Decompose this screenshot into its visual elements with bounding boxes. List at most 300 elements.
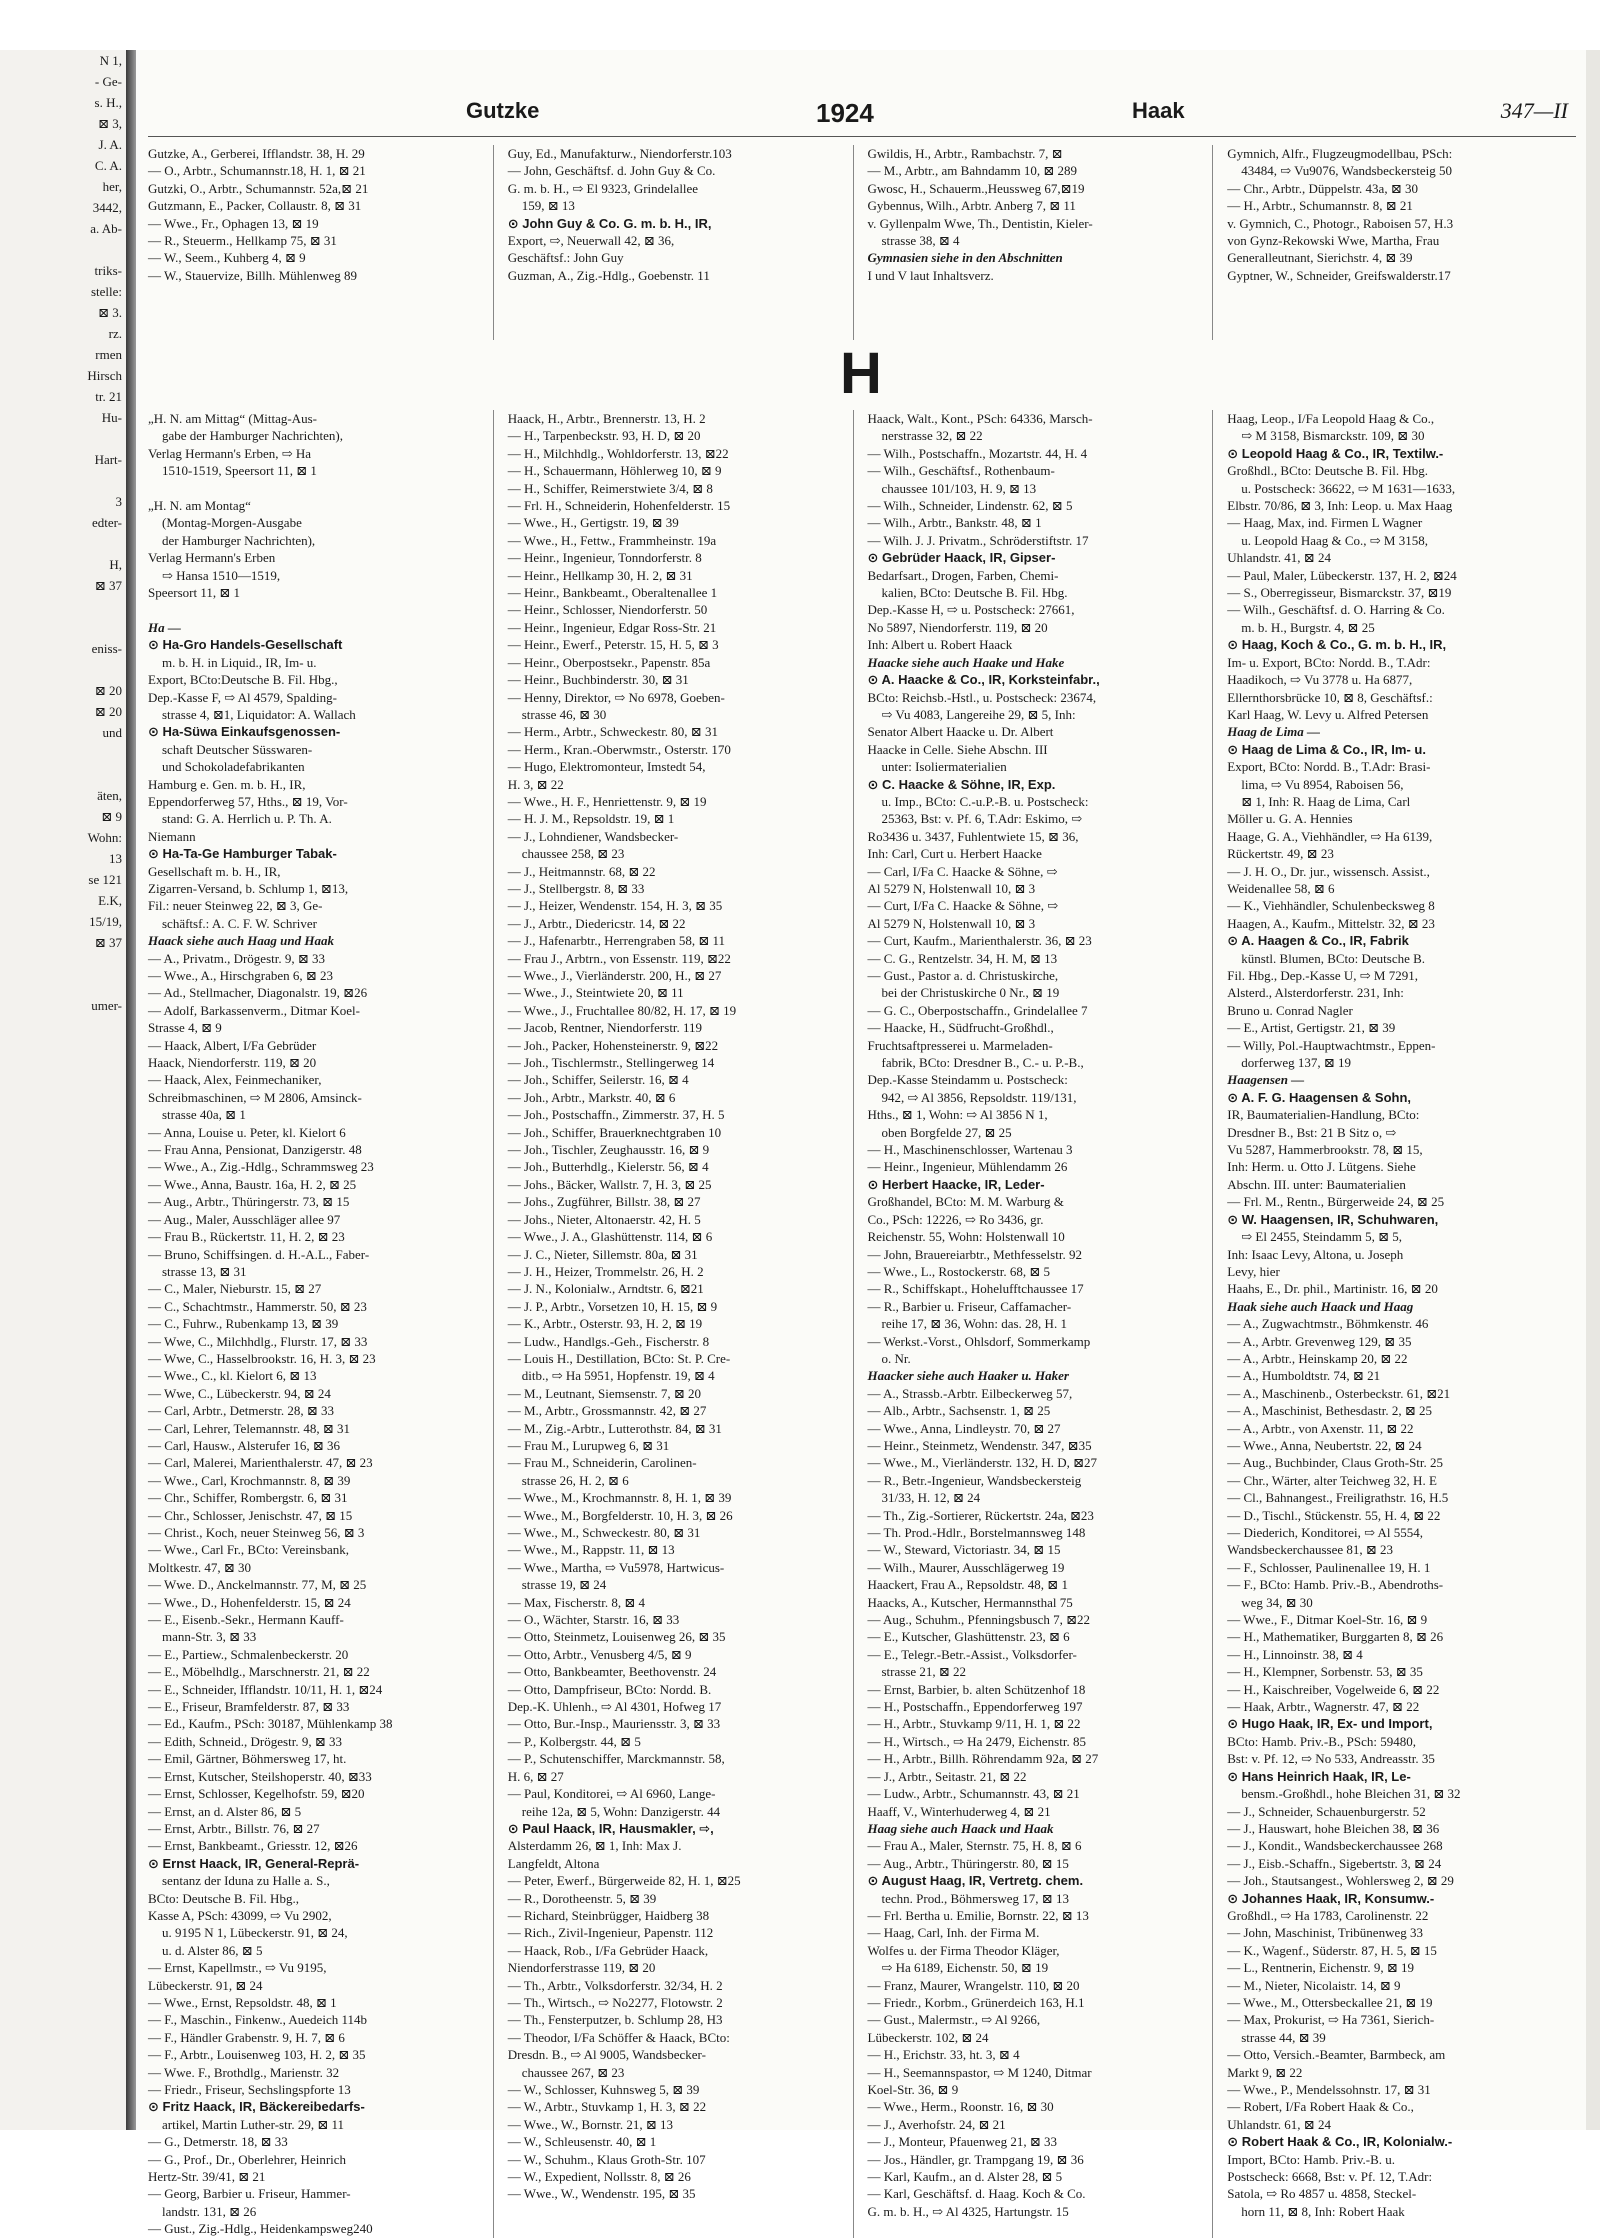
previous-page-fragment: edter-	[91, 515, 122, 530]
previous-page-fragment	[0, 659, 126, 680]
entry-line: — Robert, I/Fa Robert Haak & Co.,	[1227, 2099, 1414, 2115]
entry-line: — Georg, Barbier u. Friseur, Hammer-	[148, 2186, 351, 2202]
entry-line: — Ad., Stellmacher, Diagonalstr. 19, ⊠26	[148, 985, 368, 1001]
entry-line: — H., Postschaffn., Eppendorferweg 197	[867, 1699, 1083, 1715]
entry-line: — R., Steuerm., Hellkamp 75, ⊠ 31	[148, 233, 337, 249]
previous-page-fragment	[0, 596, 126, 617]
entry-line: — Wwe., Fr., Ophagen 13, ⊠ 19	[148, 215, 319, 231]
entry-line: — E., Möbelhdlg., Marschnerstr. 21, ⊠ 22	[148, 1664, 370, 1680]
entry-line: — Aug., Arbtr., Thüringerstr. 73, ⊠ 15	[148, 1194, 350, 1210]
entry-line: Inh: Isaac Levy, Altona, u. Joseph	[1227, 1246, 1404, 1262]
entry-line: — F., Händler Grabenstr. 9, H. 7, ⊠ 6	[148, 2029, 345, 2045]
top-column-4	[1227, 145, 1573, 340]
entry-line: Karl Haag, W. Levy u. Alfred Petersen	[1227, 706, 1429, 722]
main-column-4	[1227, 410, 1573, 2238]
entry-line: Verlag Hermann's Erben, ⇨ Ha	[148, 445, 312, 461]
entry-line: — R., Schiffskapt., Hohelufftchaussee 17	[867, 1281, 1084, 1297]
entry-line: — O., Wächter, Starstr. 16, ⊠ 33	[507, 1612, 680, 1628]
entry-line: — A., Arbtr. Grevenweg 129, ⊠ 35	[1227, 1333, 1412, 1349]
entry-line: — Wwe., J. A., Glashüttenstr. 114, ⊠ 6	[507, 1229, 713, 1245]
entry-line: Import, BCto: Hamb. Priv.-B. u.	[1227, 2151, 1396, 2167]
entry-line: — Heinr., Ingenieur, Edgar Ross-Str. 21	[507, 619, 717, 635]
entry-line: und Schokoladefabrikanten	[162, 759, 305, 775]
entry-line: — John, Maschinist, Tribünenweg 33	[1227, 1925, 1423, 1941]
entry-line: ⊙ Robert Haak & Co., IR, Kolonialw.-	[1227, 2134, 1453, 2150]
entry-line: o. Nr.	[881, 1350, 911, 1366]
entry-line: Gybennus, Wilh., Arbtr. Anberg 7, ⊠ 11	[867, 198, 1076, 214]
entry-line: — Joh., Butterhdlg., Kielerstr. 56, ⊠ 4	[507, 1159, 709, 1175]
entry-line: — J., Averhofstr. 24, ⊠ 21	[867, 2116, 1006, 2132]
entry-line: — Wwe., H., Gertigstr. 19, ⊠ 39	[507, 515, 679, 531]
entry-line: — Chr., Schlosser, Jenischstr. 47, ⊠ 15	[148, 1507, 353, 1523]
entry-line: — Wwe., Ernst, Repsoldstr. 48, ⊠ 1	[148, 1994, 337, 2010]
entry-line: — Wwe., M., Krochmannstr. 8, H. 1, ⊠ 39	[507, 1490, 732, 1506]
entry-line: — Wwe., M., Rappstr. 11, ⊠ 13	[507, 1542, 675, 1558]
entry-line: — Johs., Bäcker, Wallstr. 7, H. 3, ⊠ 25	[507, 1176, 712, 1192]
entry-line: — Wwe., M., Schweckestr. 80, ⊠ 31	[507, 1525, 701, 1540]
entry-line: Gymnasien siehe in den Abschnitten	[867, 250, 1063, 266]
entry-line: — Bruno, Schiffsingen. d. H.-A.L., Faber-	[148, 1246, 370, 1262]
entry-line: chaussee 267, ⊠ 23	[521, 2064, 625, 2080]
entry-line: — G., Detmerstr. 18, ⊠ 33	[148, 2134, 288, 2150]
entry-line: — P., Schutenschiffer, Marckmannstr. 58,	[507, 1751, 725, 1767]
entry-line: — F., Arbtr., Louisenweg 103, H. 2, ⊠ 35	[148, 2047, 366, 2063]
entry-line: — Friedr., Korbm., Grünerdeich 163, H.1	[867, 1994, 1085, 2010]
entry-line: — F., Schlosser, Paulinenallee 19, H. 1	[1227, 1559, 1431, 1575]
entry-line: 31/33, H. 12, ⊠ 24	[881, 1490, 981, 1506]
entry-line: — J., Hafenarbtr., Herrengraben 58, ⊠ 11	[507, 933, 726, 949]
head-last-entry: Haak	[1132, 98, 1185, 123]
entry-line: Postscheck: 6668, Bst: v. Pf. 12, T.Adr:	[1227, 2169, 1433, 2185]
previous-page-fragment: rz.	[108, 326, 122, 341]
entry-line: — Wwe., D., Hohenfelderstr. 15, ⊠ 24	[148, 1594, 351, 1610]
entry-line: — Wwe., M., Ottersbeckallee 21, ⊠ 19	[1227, 1994, 1433, 2010]
entry-line: — Richard, Steinbrügger, Haidberg 38	[507, 1907, 710, 1923]
entry-line: unter: Isoliermaterialien	[881, 759, 1007, 775]
entry-line: — J., Arbtr., Seitastr. 21, ⊠ 22	[867, 1768, 1027, 1784]
previous-page-fragment: ⊠ 9	[101, 809, 122, 824]
entry-line: — Ernst, Schlosser, Kegelhofstr. 59, ⊠20	[148, 1786, 365, 1802]
entry-line: — W., Schlosser, Kuhnsweg 5, ⊠ 39	[507, 2082, 700, 2097]
entry-line: — Jacob, Rentner, Niendorferstr. 119	[507, 1020, 703, 1036]
entry-line: — J., Eisb.-Schaffn., Sigebertstr. 3, ⊠ 24	[1227, 1855, 1442, 1871]
entry-line: Ha —	[148, 619, 181, 635]
previous-page-fragment: rmen	[95, 347, 122, 362]
entry-line: — Otto, Steinmetz, Louisenweg 26, ⊠ 35	[507, 1629, 726, 1645]
entry-line: ⇨ Vu 4083, Langereihe 29, ⊠ 5, Inh:	[881, 706, 1076, 722]
entry-line: Inh: Albert u. Robert Haack	[867, 637, 1013, 653]
entry-line: — Wwe, C., Milchhdlg., Flurstr. 17, ⊠ 33	[148, 1333, 368, 1349]
entry-line: Hertz-Str. 39/41, ⊠ 21	[148, 2169, 266, 2185]
entry-line: strasse 44, ⊠ 39	[1241, 2029, 1326, 2045]
entry-line: — Carl, Lehrer, Telemannstr. 48, ⊠ 31	[148, 1420, 351, 1436]
entry-line: — E., Friseur, Bramfelderstr. 87, ⊠ 33	[148, 1699, 350, 1715]
entry-line: ⊙ C. Haacke & Söhne, IR, Exp.	[867, 776, 1056, 792]
main-section	[148, 410, 1573, 2237]
entry-line: — J., Monteur, Pfauenweg 21, ⊠ 33	[867, 2134, 1057, 2150]
entry-line: — J., Arbtr., Diedericstr. 14, ⊠ 22	[507, 915, 686, 931]
entry-line: 1510-1519, Speersort 11, ⊠ 1	[162, 463, 317, 479]
entry-line: — Ed., Kaufm., PSch: 30187, Mühlenkamp 38	[148, 1716, 393, 1732]
entry-line: Verlag Hermann's Erben	[148, 550, 276, 566]
entry-line: — W., Stauervize, Billh. Mühlenweg 89	[148, 267, 358, 283]
entry-line: — C., Fuhrw., Rubenkamp 13, ⊠ 39	[148, 1316, 339, 1332]
entry-line: — Ernst, Bankbeamt., Griesstr. 12, ⊠26	[148, 1838, 358, 1854]
entry-line: — Joh., Schiffer, Seilerstr. 16, ⊠ 4	[507, 1072, 689, 1088]
entry-line: m. b. H., Burgstr. 4, ⊠ 25	[1241, 619, 1375, 635]
entry-line: „H. N. am Mittag“ (Mittag-Aus-	[148, 411, 317, 426]
previous-page-fragment: Hu-	[101, 410, 122, 425]
entry-line: — Wwe., Herm., Roonstr. 16, ⊠ 30	[867, 2099, 1054, 2115]
entry-line: — E., Eisenb.-Sekr., Hermann Kauff-	[148, 1612, 344, 1628]
entry-line: — Werkst.-Vorst., Ohlsdorf, Sommerkamp	[867, 1333, 1091, 1349]
entry-line: reihe 12a, ⊠ 5, Wohn: Danzigerstr. 44	[521, 1803, 721, 1819]
entry-line: — Gust., Malermstr., ⇨ Al 9266,	[867, 2012, 1041, 2028]
entry-line: — Heinr., Ingenieur, Tonndorferstr. 8	[507, 550, 702, 566]
entry-line: Uhlandstr. 61, ⊠ 24	[1227, 2116, 1331, 2132]
previous-page-fragment	[0, 974, 126, 995]
entry-line: Haag siehe auch Haack und Haak	[867, 1820, 1054, 1836]
entry-line: Alsterdamm 26, ⊠ 1, Inh: Max J.	[507, 1838, 682, 1854]
entry-line: — Anna, Louise u. Peter, kl. Kielort 6	[148, 1124, 346, 1140]
entry-line: G. m. b. H., ⇨ El 9323, Grindelallee	[507, 180, 699, 196]
entry-line: ⊙ Hans Heinrich Haak, IR, Le-	[1227, 1768, 1411, 1784]
entry-line: strasse 40a, ⊠ 1	[162, 1107, 246, 1123]
entry-line: Großhdl., ⇨ Ha 1783, Carolinenstr. 22	[1227, 1907, 1429, 1923]
previous-page-fragment: - Ge-	[94, 74, 122, 89]
entry-line: — Ernst, Barbier, b. alten Schützenhof 18	[867, 1681, 1086, 1697]
entry-line: — Wilh., Geschäftsf. d. O. Harring & Co.	[1227, 602, 1445, 618]
entry-line: — A., Zugwachtmstr., Böhmkenstr. 46	[1227, 1316, 1429, 1332]
entry-line: — Chr., Schiffer, Rombergstr. 6, ⊠ 31	[148, 1490, 348, 1506]
entry-line: Elbstr. 70/86, ⊠ 3, Inh: Leop. u. Max Haag	[1227, 498, 1453, 514]
previous-page-fragment: 15/19,	[89, 914, 122, 929]
previous-page-fragment: her,	[102, 179, 122, 194]
previous-page-fragment: ⊠ 37	[94, 935, 122, 950]
entry-line: — W., Steward, Victoriastr. 34, ⊠ 15	[867, 1542, 1061, 1558]
entry-line: — A., Humboldtstr. 74, ⊠ 21	[1227, 1368, 1381, 1384]
entry-line: Langfeldt, Altona	[507, 1855, 600, 1871]
entry-line: — Th. Prod.-Hdlr., Borstelmannsweg 148	[867, 1525, 1086, 1540]
entry-line: Haage, G. A., Viehhändler, ⇨ Ha 6139,	[1227, 828, 1433, 844]
entry-line: — Joh., Postschaffn., Zimmerstr. 37, H. 5	[507, 1107, 725, 1123]
entry-line: Geschäftsf.: John Guy	[507, 250, 624, 266]
entry-line: — C. G., Rentzelstr. 34, H. M, ⊠ 13	[867, 950, 1058, 966]
entry-line: — Joh., Schiffer, Brauerknechtgraben 10	[507, 1124, 722, 1140]
previous-page-fragment: 3442,	[92, 200, 122, 215]
entry-line: strasse 19, ⊠ 24	[521, 1577, 607, 1593]
entry-line: — H., Schauermann, Höhlerweg 10, ⊠ 9	[507, 463, 722, 479]
entry-line: — Curt, I/Fa C. Haacke & Söhne, ⇨	[867, 898, 1059, 914]
entry-line: — W., Expedient, Nollsstr. 8, ⊠ 26	[507, 2169, 691, 2185]
entry-line: — G., Prof., Dr., Oberlehrer, Heinrich	[148, 2151, 347, 2167]
entry-line: — Wwe., M., Borgfelderstr. 10, H. 3, ⊠ 26	[507, 1507, 733, 1523]
entry-line: — L., Rentnerin, Eichenstr. 9, ⊠ 19	[1227, 1960, 1414, 1976]
entry-line: — Peter, Ewerf., Bürgerweide 82, H. 1, ⊠25	[507, 1873, 741, 1889]
entry-line: Niemann	[148, 828, 196, 844]
entry-line: — Frau B., Rückertstr. 11, H. 2, ⊠ 23	[148, 1229, 345, 1245]
entry-line: Gutzmann, E., Packer, Collaustr. 8, ⊠ 31	[148, 198, 362, 214]
entry-line: Haag de Lima —	[1227, 724, 1321, 740]
entry-line: — Wilh., Schneider, Lindenstr. 62, ⊠ 5	[867, 498, 1073, 514]
book-gutter	[126, 50, 136, 2130]
entry-line: — Aug., Arbtr., Thüringerstr. 80, ⊠ 15	[867, 1855, 1069, 1871]
entry-line: — A., Arbtr., von Axenstr. 11, ⊠ 22	[1227, 1420, 1414, 1436]
entry-line: — Wwe., H. F., Henriettenstr. 9, ⊠ 19	[507, 793, 707, 809]
entry-line: — E., Schneider, Ifflandstr. 10/11, H. 1, ⊠24	[148, 1681, 383, 1697]
entry-line: Haagen, A., Kaufm., Mittelstr. 32, ⊠ 23	[1227, 915, 1435, 931]
entry-line: — Franz, Maurer, Wrangelstr. 110, ⊠ 20	[867, 1977, 1080, 1993]
entry-line: ⊙ W. Haagensen, IR, Schuhwaren,	[1227, 1211, 1439, 1227]
entry-line: Abschn. III. unter: Baumaterialien	[1227, 1176, 1406, 1192]
entry-line: — J., Kondit., Wandsbeckerchaussee 268	[1227, 1838, 1443, 1854]
entry-line: landstr. 131, ⊠ 26	[162, 2203, 257, 2219]
entry-line: Levy, hier	[1227, 1263, 1280, 1279]
entry-line: — Aug., Buchbinder, Claus Groth-Str. 25	[1227, 1455, 1444, 1471]
entry-line: — C., Maler, Nieburstr. 15, ⊠ 27	[148, 1281, 322, 1297]
entry-line: — R., Barbier u. Friseur, Caffamacher-	[867, 1298, 1072, 1314]
entry-line: Haack, Niendorferstr. 119, ⊠ 20	[148, 1055, 317, 1071]
entry-line: — Wwe. D., Anckelmannstr. 77, M, ⊠ 25	[148, 1577, 367, 1593]
entry-line: — Frau Anna, Pensionat, Danzigerstr. 48	[148, 1142, 362, 1158]
entry-line: — Haack, Alex, Feinmechaniker,	[148, 1072, 322, 1088]
entry-line: — Curt, Kaufm., Marienthalerstr. 36, ⊠ 23	[867, 933, 1092, 949]
entry-line: ⊙ Haag de Lima & Co., IR, Im- u.	[1227, 741, 1426, 757]
entry-line: — H., Klempner, Sorbenstr. 53, ⊠ 35	[1227, 1664, 1423, 1680]
entry-line: Satola, ⇨ Ro 4857 u. 4858, Steckel-	[1227, 2186, 1417, 2202]
entry-line: — W., Schleusenstr. 40, ⊠ 1	[507, 2134, 657, 2150]
entry-line: sentanz der Iduna zu Halle a. S.,	[162, 1873, 330, 1889]
previous-page-fragment: stelle:	[90, 284, 122, 299]
entry-line: H. 3, ⊠ 22	[507, 776, 564, 792]
top-section	[148, 145, 1573, 340]
entry-line: — Carl, Malerei, Marienthalerstr. 47, ⊠ 23	[148, 1455, 373, 1471]
entry-line: Dresdn. B., ⇨ Al 9005, Wandsbecker-	[507, 2047, 706, 2063]
entry-line: u. d. Alster 86, ⊠ 5	[162, 1942, 263, 1958]
previous-page-fragment: Wohn:	[87, 830, 122, 845]
entry-line: ⊙ Ernst Haack, IR, General-Reprä-	[148, 1855, 360, 1871]
entry-line: — P., Kolbergstr. 44, ⊠ 5	[507, 1733, 641, 1749]
previous-page-fragment: ⊠ 20	[94, 704, 122, 719]
entry-line: Fruchtsaftpresserei u. Marmeladen-	[867, 1037, 1053, 1053]
entry-line: — Wwe, C., Hasselbrookstr. 16, H. 3, ⊠ 23	[148, 1350, 376, 1366]
entry-line: — Karl, Geschäftsf. d. Haag. Koch & Co.	[867, 2186, 1086, 2202]
entry-line: — A., Maschinist, Bethesdastr. 2, ⊠ 25	[1227, 1403, 1433, 1419]
entry-line: — Wwe., A., Zig.-Hdlg., Schrammsweg 23	[148, 1159, 374, 1175]
page-right-edge	[1586, 50, 1600, 2130]
entry-line: ⊙ Ha-Gro Handels-Gesellschaft	[148, 637, 343, 653]
entry-line: strasse 38, ⊠ 4	[881, 233, 960, 249]
previous-page-fragment: s. H.,	[94, 95, 122, 110]
entry-line: Moltkestr. 47, ⊠ 30	[148, 1559, 251, 1575]
entry-line: 942, ⇨ Al 3856, Repsoldstr. 119/131,	[881, 1089, 1077, 1105]
previous-page-fragment	[0, 953, 126, 974]
entry-line: — J., Heitmannstr. 68, ⊠ 22	[507, 863, 656, 879]
entry-line: — Jos., Händler, gr. Trampgang 19, ⊠ 36	[867, 2151, 1084, 2167]
entry-line: — Emil, Gärtner, Böhmersweg 17, ht.	[148, 1751, 347, 1767]
entry-line: ⊙ Hugo Haak, IR, Ex- und Import,	[1227, 1716, 1433, 1732]
entry-line: Wolfes u. der Firma Theodor Kläger,	[867, 1942, 1060, 1958]
entry-line: — A., Maschinenb., Osterbeckstr. 61, ⊠21	[1227, 1385, 1451, 1401]
entry-line: No 5897, Niendorferstr. 119, ⊠ 20	[867, 619, 1048, 635]
entry-line: Lübeckerstr. 102, ⊠ 24	[867, 2029, 989, 2045]
entry-line: u. Postscheck: 36622, ⇨ M 1631—1633,	[1241, 480, 1456, 496]
previous-page-fragment: ⊠ 3,	[98, 116, 122, 131]
entry-line: ⊙ Paul Haack, IR, Hausmakler, ⇨,	[507, 1820, 714, 1836]
previous-page-fragment: Hart-	[94, 452, 122, 467]
entry-line: — Wwe., M., Vierländerstr. 132, H. D, ⊠27	[867, 1455, 1098, 1471]
entry-line: ⊙ Fritz Haack, IR, Bäckereibedarfs-	[148, 2099, 365, 2115]
previous-page-fragment: triks-	[94, 263, 122, 278]
entry-line: — Gust., Zig.-Hdlg., Heidenkampsweg240	[148, 2221, 373, 2237]
entry-line	[148, 480, 487, 497]
entry-line: — Frl. Bertha u. Emilie, Bornstr. 22, ⊠ 13	[867, 1907, 1089, 1923]
entry-line: BCto: Reichsb.-Hstl., u. Postscheck: 23674,	[867, 689, 1097, 705]
previous-page-fragment: N 1,	[99, 53, 122, 68]
entry-line: — Wwe., J., Steintwiete 20, ⊠ 11	[507, 985, 684, 1001]
entry-line: schäftsf.: A. C. F. W. Schriver	[162, 915, 317, 931]
entry-line: Wandsbeckerchaussee 81, ⊠ 23	[1227, 1542, 1394, 1558]
entry-line: — Paul, Maler, Lübeckerstr. 137, H. 2, ⊠24	[1227, 567, 1457, 583]
entry-line: — W., Schuhm., Klaus Groth-Str. 107	[507, 2151, 706, 2167]
entry-line: — Chr., Wärter, alter Teichweg 32, H. E	[1227, 1472, 1437, 1488]
top-column-1	[148, 145, 494, 340]
entry-line: Haack, H., Arbtr., Brennerstr. 13, H. 2	[507, 411, 706, 426]
entry-line: Schreibmaschinen, ⇨ M 2806, Amsinck-	[148, 1089, 362, 1105]
entry-line: — Aug., Schuhm., Pfenningsbusch 7, ⊠22	[867, 1612, 1091, 1628]
entry-line: — H., Kaischreiber, Vogelweide 6, ⊠ 22	[1227, 1681, 1440, 1697]
entry-line: Strasse 4, ⊠ 9	[148, 1020, 222, 1036]
entry-line: — Wwe., J., Vierländerstr. 200, H., ⊠ 27	[507, 968, 722, 983]
entry-line: — John, Geschäftsf. d. John Guy & Co.	[507, 163, 716, 179]
entry-line: — Wwe., Martha, ⇨ Vu5978, Hartwicus-	[507, 1559, 725, 1575]
entry-line: — R., Betr.-Ingenieur, Wandsbeckersteig	[867, 1472, 1082, 1488]
previous-page-fragment	[0, 239, 126, 260]
entry-line: — Max, Prokurist, ⇨ Ha 7361, Sierich-	[1227, 2012, 1435, 2028]
entry-line: — Frau J., Arbtrn., von Essenstr. 119, ⊠22	[507, 950, 731, 966]
entry-line: — M., Arbtr., am Bahndamm 10, ⊠ 289	[867, 163, 1077, 179]
entry-line: — Otto, Versich.-Beamter, Barmbeck, am	[1227, 2047, 1446, 2063]
previous-page-fragment	[0, 533, 126, 554]
entry-line: — Theodor, I/Fa Schöffer & Haack, BCto:	[507, 2029, 730, 2045]
previous-page-fragment: E.K,	[98, 893, 122, 908]
entry-line: — Adolf, Barkassenverm., Ditmar Koel-	[148, 1002, 360, 1018]
entry-line: — Heinr., Bankbeamt., Oberaltenallee 1	[507, 585, 718, 601]
entry-line: — G. C., Oberpostschaffn., Grindelallee 7	[867, 1002, 1088, 1018]
previous-page-fragment: umer-	[91, 998, 122, 1013]
entry-line: — Joh., Stautsangest., Wohlersweg 2, ⊠ 29	[1227, 1873, 1454, 1889]
entry-line: — Frau M., Schneiderin, Carolinen-	[507, 1455, 697, 1471]
entry-line: Gyptner, W., Schneider, Greifswalderstr.17	[1227, 267, 1451, 283]
entry-line: — H., Arbtr., Billh. Röhrendamm 92a, ⊠ 27	[867, 1751, 1099, 1767]
head-first-entry: Gutzke	[466, 98, 540, 123]
previous-page-fragment: eniss-	[91, 641, 122, 656]
entry-line: Fil.: neuer Steinweg 22, ⊠ 3, Ge-	[148, 898, 323, 914]
entry-line: — H., Arbtr., Schumannstr. 8, ⊠ 21	[1227, 198, 1413, 214]
entry-line: — Wwe. F., Brothdlg., Marienstr. 32	[148, 2064, 340, 2080]
entry-line: — M., Zig.-Arbtr., Lutterothstr. 84, ⊠ 31	[507, 1420, 722, 1436]
entry-line: — Heinr., Ewerf., Peterstr. 15, H. 5, ⊠ 3	[507, 637, 719, 653]
previous-page-fragment: ⊠ 20	[94, 683, 122, 698]
entry-line: — J., Stellbergstr. 8, ⊠ 33	[507, 880, 645, 896]
entry-line: ⊙ A. F. G. Haagensen & Sohn,	[1227, 1089, 1412, 1105]
entry-line: Guy, Ed., Manufakturw., Niendorferstr.103	[507, 146, 732, 161]
entry-line: — Joh., Tischler, Zeughausstr. 16, ⊠ 9	[507, 1142, 710, 1158]
entry-line: — Frl. H., Schneiderin, Hohenfelderstr. 15	[507, 498, 731, 514]
entry-line: — Alb., Arbtr., Sachsenstr. 1, ⊠ 25	[867, 1403, 1051, 1419]
entry-line: Speersort 11, ⊠ 1	[148, 585, 241, 601]
entry-line: 159, ⊠ 13	[521, 198, 575, 214]
entry-line: — E., Telegr.-Betr.-Assist., Volksdorfer-	[867, 1646, 1077, 1662]
entry-line: strasse 46, ⊠ 30	[521, 706, 607, 722]
entry-line: Gwildis, H., Arbtr., Rambachstr. 7, ⊠	[867, 146, 1063, 161]
entry-line: BCto: Hamb. Priv.-B., PSch: 59480,	[1227, 1733, 1417, 1749]
entry-line: Uhlandstr. 41, ⊠ 24	[1227, 550, 1331, 566]
entry-line: — Wwe., H., Fettw., Frammheinstr. 19a	[507, 532, 717, 548]
entry-line: — Johs., Nieter, Altonaerstr. 42, H. 5	[507, 1211, 701, 1227]
entry-line: strasse 4, ⊠1, Liquidator: A. Wallach	[162, 706, 356, 722]
entry-line: artikel, Martin Luther-str. 29, ⊠ 11	[162, 2116, 344, 2132]
entry-line: — Haak, Arbtr., Wagnerstr. 47, ⊠ 22	[1227, 1699, 1420, 1715]
entry-line: — Th., Wirtsch., ⇨ No2277, Flotowstr. 2	[507, 1994, 723, 2010]
top-column-2	[508, 145, 854, 340]
entry-line: Haag, Leop., I/Fa Leopold Haag & Co.,	[1227, 411, 1435, 426]
entry-line: — Christ., Koch, neuer Steinweg 56, ⊠ 3	[148, 1525, 365, 1540]
entry-line: — D., Tischl., Stückenstr. 55, H. 4, ⊠ 22	[1227, 1507, 1441, 1523]
entry-line: Ro3436 u. 3437, Fuhlentwiete 15, ⊠ 36,	[867, 828, 1079, 844]
entry-line: — J. C., Nieter, Sillemstr. 80a, ⊠ 31	[507, 1246, 698, 1262]
entry-line: — Ernst, Kutscher, Steilshoperstr. 40, ⊠33	[148, 1768, 372, 1784]
entry-line: Senator Albert Haacke u. Dr. Albert	[867, 724, 1054, 740]
entry-line: Reichenstr. 55, Wohn: Holstenwall 10	[867, 1229, 1065, 1245]
section-letter: H	[840, 341, 882, 406]
entry-line: Al 5279 N, Holstenwall 10, ⊠ 3	[867, 915, 1036, 931]
entry-line: horn 11, ⊠ 8, Inh: Robert Haak	[1241, 2203, 1405, 2219]
entry-line: ⊙ Leopold Haag & Co., IR, Textilw.-	[1227, 445, 1444, 461]
entry-line	[148, 601, 487, 618]
entry-line: Weidenallee 58, ⊠ 6	[1227, 880, 1335, 896]
main-column-1	[148, 410, 494, 2238]
entry-line: Dep.-Kasse F, ⇨ Al 4579, Spalding-	[148, 689, 337, 705]
entry-line: ⊙ August Haag, IR, Vertretg. chem.	[867, 1873, 1084, 1889]
top-column-3	[868, 145, 1214, 340]
entry-line: — J., Schneider, Schauenburgerstr. 52	[1227, 1803, 1426, 1819]
previous-page-fragment	[0, 617, 126, 638]
entry-line: — C., Schachtmstr., Hammerstr. 50, ⊠ 23	[148, 1298, 367, 1314]
previous-page-fragment	[0, 428, 126, 449]
entry-line: dorferweg 137, ⊠ 19	[1241, 1055, 1352, 1071]
previous-page-fragment	[0, 470, 126, 491]
entry-line: Haacks, A., Kutscher, Hermannsthal 75	[867, 1594, 1073, 1610]
entry-line: — Wilh. J. J. Privatm., Schröderstiftstr. 17	[867, 532, 1089, 548]
entry-line: ⊙ Gebrüder Haack, IR, Gipser-	[867, 550, 1056, 566]
entry-line: chaussee 101/103, H. 9, ⊠ 13	[881, 480, 1037, 496]
entry-line: — Chr., Arbtr., Düppelstr. 43a, ⊠ 30	[1227, 180, 1418, 196]
entry-line: Vu 5287, Hammerbrookstr. 78, ⊠ 15,	[1227, 1142, 1423, 1158]
entry-line: — Th., Fensterputzer, b. Schlump 28, H3	[507, 2012, 723, 2028]
entry-line: — Cl., Bahnangest., Freiligrathstr. 16, H.5	[1227, 1490, 1449, 1506]
entry-line: — Max, Fischerstr. 8, ⊠ 4	[507, 1594, 646, 1610]
entry-line: — Karl, Kaufm., an d. Alster 28, ⊠ 5	[867, 2169, 1063, 2185]
entry-line: Export, BCto:Deutsche B. Fil. Hbg.,	[148, 672, 338, 688]
entry-line: — Wilh., Postschaffn., Mozartstr. 44, H. 4	[867, 445, 1088, 461]
previous-page-fragment: J. A.	[98, 137, 122, 152]
entry-line: — Haacke, H., Südfrucht-Großhdl.,	[867, 1020, 1054, 1036]
entry-line: — Th., Zig.-Sortierer, Rückertstr. 24a, ⊠23	[867, 1507, 1094, 1523]
entry-line: — H., Milchhdlg., Wohldorferstr. 13, ⊠22	[507, 445, 729, 461]
entry-line: Haacke siehe auch Haake und Hake	[867, 654, 1065, 670]
entry-line: — H., Arbtr., Stuvkamp 9/11, H. 1, ⊠ 22	[867, 1716, 1081, 1732]
